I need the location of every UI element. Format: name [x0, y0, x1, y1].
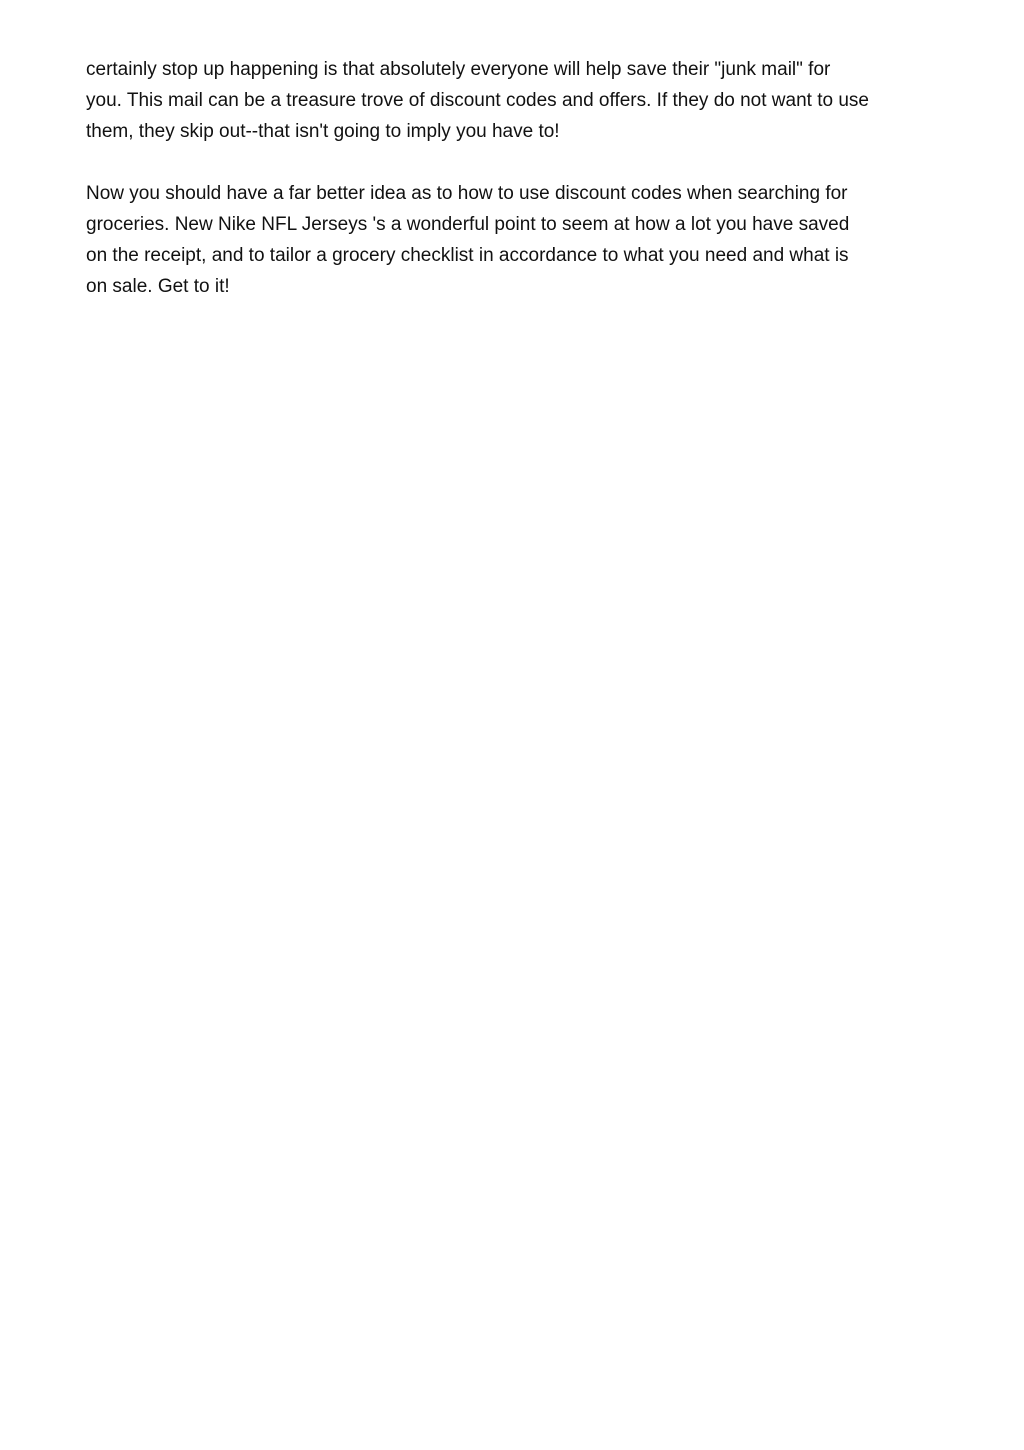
text-line: them, they skip out--that isn't going to imply you have to!: [86, 121, 560, 142]
paragraph-junk-mail: [86, 54, 956, 147]
text-line: groceries. New Nike NFL Jerseys 's a wonderful point to seem at how a lot you have saved: [86, 214, 850, 235]
text-line: Now you should have a far better idea as to how to use discount codes when searching for: [86, 183, 848, 204]
text-line: on sale. Get to it!: [86, 276, 230, 297]
paragraph-conclusion: [86, 178, 956, 302]
document-body: [86, 54, 956, 302]
text-line: you. This mail can be a treasure trove of discount codes and offers. If they do not want to use: [86, 90, 869, 111]
text-line: on the receipt, and to tailor a grocery checklist in accordance to what you need and what is: [86, 245, 849, 266]
text-line: certainly stop up happening is that absolutely everyone will help save their "junk mail" for: [86, 59, 831, 80]
